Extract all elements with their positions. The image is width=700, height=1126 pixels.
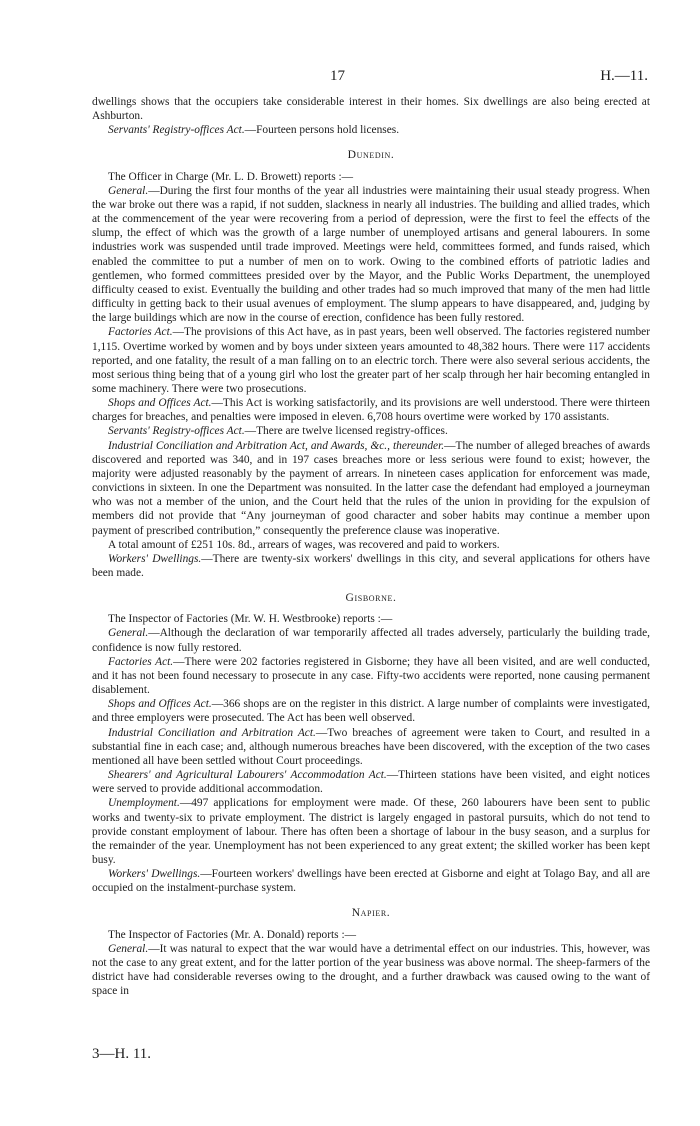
page-number: 17 (330, 68, 345, 84)
paragraph: Servants' Registry-offices Act.—Fourteen persons hold licenses. (108, 124, 400, 137)
paragraph: The Inspector of Factories (Mr. W. H. Westbrooke) reports :— (108, 613, 393, 626)
signature-mark: 3—H. 11. (92, 1046, 152, 1062)
paragraph: Workers' Dwellings.—Fourteen workers' dwellings have been erected at Gisborne and eight at Tolago Bay, and all are occupied on the instalment-purchase system. (92, 868, 650, 895)
section-title: General. (108, 184, 149, 197)
section-title: Shops and Offices Act. (108, 397, 212, 410)
paragraph: General.—Although the declaration of war temporarily affected all trades adversely, particularly the building trade, confidence is now fully restored. (92, 627, 650, 654)
section-heading-gisborne: Gisborne. (345, 591, 397, 605)
paragraph: General.—During the first four months of the year all industries were maintaining their usual steady progress. When the war broke out there was a rapid, if not sudden, slackness in nearly all industries. The building and allied trades, which at the commencement of the year were recovering from a period of depression, were the first to feel the effects of the slump, the effect of which was the growth of a large number of unemployed artisans and general labourers. In some industries work was suspended until trade improved. Meetings were held, committees formed, and funds raised, which enabled the committee to put a number of men on to work. Owing to the combined efforts of patriotic ladies and gentlemen, who formed committees presided over by the Mayor, and the Public Works Department, the unemployed difficulty ceased to exist. Eventually the building and other trades had so much improved that many of the men had little difficulty in getting back to their usual avenues of employment. The slump appears to have disappeared, and, judging by the large buildings which are now in the course of erection, confidence has been fully restored. (92, 184, 650, 325)
section-title: Shearers' and Agricultural Labourers' Accommodation Act. (108, 769, 387, 782)
paragraph: Unemployment.—497 applications for employment were made. Of these, 260 labourers have been sent to public works and twenty-six to private employment. The district is largely engaged in pastoral pursuits, which do not tend to provide constant employment of labour. There has often been a shortage of labour in the busy season, and a surplus for the remainder of the year. Unemployment has not been experienced to any great extent; the skilled worker has been kept busy. (92, 797, 650, 866)
paragraph: Servants' Registry-offices Act.—There are twelve licensed registry-offices. (108, 425, 448, 438)
section-title: Servants' Registry-offices Act. (108, 124, 245, 137)
paragraph: Industrial Conciliation and Arbitration Act, and Awards, &c., thereunder.—The number of alleged breaches of awards discovered and reported was 340, and in 197 cases breaches more or less serious were found to exist; however, the majority were adjusted reasonably by the payment of arrears. In nineteen cases application for enforcement was made, convictions in sixteen. In one the Department was nonsuited. In the latter case the defendant had employed a journeyman who was not a member of the union, and the Court held that the rules of the union in providing for the expulsion of members did not provide that “Any journeyman of good character and sober habits may continue a member upon payment of prescribed contribution,” consequently the preference clause was inoperative. (92, 439, 650, 537)
section-heading-dunedin: Dunedin. (347, 148, 395, 162)
page-body (92, 95, 650, 998)
section-heading-napier: Napier. (351, 906, 391, 920)
paragraph: Factories Act.—There were 202 factories registered in Gisborne; they have all been visited, and are well conducted, and it has not been found necessary to prosecute in any case. Fifty-two accidents were reported, none causing permanent disablement. (92, 655, 650, 697)
paragraph: General.—It was natural to expect that the war would have a detrimental effect on our industries. This, however, was not the case to any great extent, and for the latter portion of the year business was above normal. The sheep-farmers of the district have had considerable reverses owing to the drought, and a further drawback was caused owing to the want of space in (92, 942, 650, 998)
paragraph: Factories Act.—The provisions of this Act have, as in past years, been well observed. The factories registered number 1,115. Overtime worked by women and by boys under sixteen years amounted to 48,382 hours. There were 117 accidents reported, and one fatality, the result of a man falling on to an electric torch. There were also several serious accidents, the most serious thing being that of a young girl who lost the greater part of her scalp through her hair becoming entangled in some machinery. There were two prosecutions. (92, 326, 651, 395)
paragraph: The Inspector of Factories (Mr. A. Donald) reports :— (108, 928, 357, 941)
paragraph: Workers' Dwellings.—There are twenty-six workers' dwellings in this city, and several applications for others have been made. (92, 552, 650, 579)
section-title: Industrial Conciliation and Arbitration Act. (108, 726, 316, 739)
paragraph: dwellings shows that the occupiers take considerable interest in their homes. Six dwellings are also being erected at Ashburton. (92, 96, 650, 123)
section-title: Workers' Dwellings. (108, 868, 201, 881)
paragraph: Shearers' and Agricultural Labourers' Accommodation Act.—Thirteen stations have been visited, and eight notices were served to provide additional accommodation. (92, 769, 650, 796)
paragraph: Shops and Offices Act.—366 shops are on the register in this district. A large number of complaints were investigated, and three employers were prosecuted. The Act has been well observed. (92, 698, 650, 725)
section-title: Factories Act. (108, 326, 173, 339)
paragraph: Industrial Conciliation and Arbitration Act.—Two breaches of agreement were taken to Court, and resulted in a substantial fine in each case; and, although numerous breaches have been discovered, with the exception of the two cases mentioned all have been settled without Court proceedings. (92, 726, 650, 767)
section-title: Workers' Dwellings. (108, 552, 202, 565)
paragraph: Shops and Offices Act.—This Act is working satisfactorily, and its provisions are well understood. There were thirteen charges for breaches, and penalties were imposed in eleven. 6,708 hours overtime were worked by 170 assistants. (92, 397, 650, 424)
series-number: H.—11. (600, 68, 648, 84)
section-title: General. (108, 942, 149, 955)
section-title: Servants' Registry-offices Act. (108, 425, 245, 438)
paragraph: The Officer in Charge (Mr. L. D. Browett) reports :— (108, 170, 354, 183)
section-title: General. (108, 627, 149, 640)
section-title: Shops and Offices Act. (108, 698, 212, 711)
section-title: Factories Act. (108, 655, 174, 668)
section-title: Industrial Conciliation and Arbitration Act, and Awards, &c., thereunder. (108, 439, 445, 452)
section-title: Unemployment. (108, 797, 180, 810)
paragraph: A total amount of £251 10s. 8d., arrears of wages, was recovered and paid to workers. (108, 538, 500, 551)
page-header (0, 68, 700, 90)
